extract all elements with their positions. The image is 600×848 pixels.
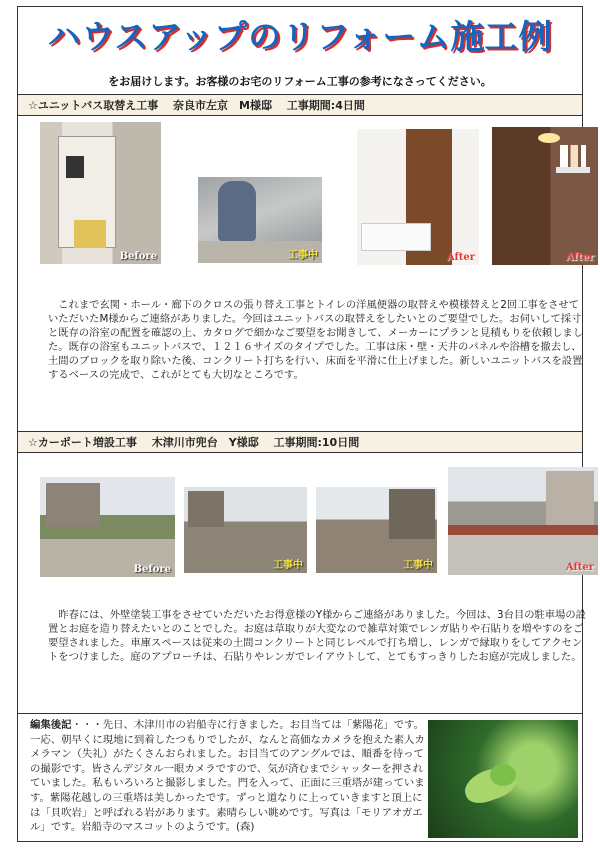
bath-after-photo-1	[357, 129, 479, 265]
photo-label: 工事中	[273, 560, 303, 571]
section-heading-unit-bath: ☆ユニットバス取替え工事 奈良市左京 M様邸 工事期間:4日間	[18, 94, 582, 116]
page-title: ハウスアップのリフォーム施工例	[47, 17, 553, 56]
photo-label: After	[446, 252, 475, 263]
section-heading-carport: ☆カーポート増設工事 木津川市兜台 Y様邸 工事期間:10日間	[18, 431, 582, 453]
editor-note-lead: 編集後記	[30, 719, 72, 731]
photo-label: Before	[133, 564, 171, 575]
carport-during-photo-1	[184, 487, 307, 573]
carport-after-photo	[448, 467, 598, 575]
section-body-unit-bath: これまで玄関・ホール・廊下のクロスの張り替え工事とトイレの洋風便器の取替えや模様替えと2回工事をさせていただいたM様からご連絡がありました。今回はユニットバスの取替えをしたいとのご要望でした。お伺いして採寸と既存の浴室の配置を確認の上、カタログで細かなご要望をお聞きして、メーカーにプランと見積もりを依頼しました。既存の浴室もユニットバスで、１２１６サイズのタイプでした。工事は床・壁・天井のパネルや浴槽を撤去し、土間のブロックを取り除いた後、コンクリート打ちを行い、床面を平滑に仕上げました。新しいユニットバスを設置するベースの完成で、これがとても大切なところです。	[48, 299, 584, 381]
editor-note-text	[30, 718, 430, 835]
photo-label: After	[565, 252, 594, 263]
bath-during-photo	[198, 177, 322, 263]
carport-before-photo	[40, 477, 175, 577]
carport-during-photo-2	[316, 487, 437, 573]
photo-label: Before	[119, 251, 157, 262]
editor-note-section	[18, 713, 582, 843]
bath-after-photo-2	[492, 127, 598, 265]
page-subtitle: をお届けします。お客様のお宅のリフォーム工事の参考になさってください。	[108, 75, 492, 88]
page-frame	[17, 6, 594, 842]
section-body-carport: 昨春には、外壁塗装工事をさせていただいたお得意様のY様からご連絡がありました。今回は、3台目の駐車場の設置とお庭を造り替えたいとのことでした。お庭は草取りが大変なので雑草対策でレンガ貼りや石貼りを増やすのをご要望されました。車庫スペースは従来の土間コンクリートと同じレベルで打ち増し、レンガで縁取りをしてアクセントをつけました。庭のアプローチは、石貼りやレンガでレイアウトして、とてもすっきりしたお庭が完成しました。	[48, 609, 586, 663]
photo-label: 工事中	[403, 560, 433, 571]
tree-frog-photo	[428, 720, 578, 838]
editor-note-body: ・・・先日、木津川市の岩船寺に行きました。お目当ては「紫陽花」です。一応、朝早くに現地に到着したつもりでしたが、なんと高価なカメラを抱えた素人カメラマン（失礼）がたくさんおられました。お目当てのアングルでは、順番を待っての撮影です。皆さんデジタル一眼カメラですので、気が済むまでシャッターを押されていました。私もいろいろと撮影しました。門を入って、正面に三重塔が建っています。紫陽花越しの三重塔は美しかったです。ずっと道なりに上っていきますと頂上には「貝吹岩」と呼ばれる岩があります。素晴らしい眺めです。写真は「モリアオガエル」です。岩船寺のマスコットのようです。(森)	[30, 719, 425, 834]
bath-before-photo	[40, 122, 161, 264]
photo-label: 工事中	[288, 250, 318, 261]
photo-label: After	[565, 562, 594, 573]
